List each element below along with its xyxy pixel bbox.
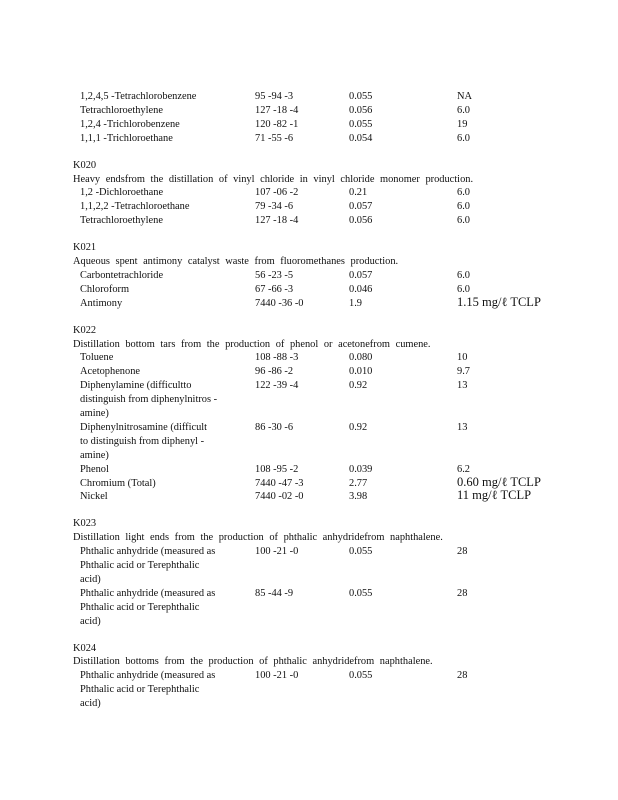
nonwastewater-value: 28 (457, 587, 468, 599)
section-code-line (0, 642, 618, 655)
section-code: K024 (73, 642, 97, 654)
wastewater-value: 0.055 (349, 670, 373, 682)
table-row (0, 407, 618, 420)
wastewater-value: 0.056 (349, 104, 373, 116)
cas-number: 95 -94 -3 (255, 91, 294, 102)
wastewater-value: 0.056 (349, 215, 373, 227)
table-row (0, 559, 618, 572)
section-code: K022 (73, 324, 97, 336)
constituent-name: Diphenylamine (difficultto (80, 380, 192, 392)
nonwastewater-value: 6.0 (457, 215, 470, 227)
constituent-name: amine) (80, 449, 109, 461)
constituent-name: Tetrachloroethylene (80, 104, 163, 116)
wastewater-value: 0.92 (349, 380, 368, 392)
nonwastewater-value: 28 (457, 670, 468, 682)
wastewater-value: 3.98 (349, 491, 368, 503)
constituent-name: acid) (80, 573, 101, 585)
wastewater-value: 1.9 (349, 297, 362, 309)
nonwastewater-value: 10 (457, 352, 468, 364)
table-row (0, 669, 618, 682)
cas-number: 100 -21 -0 (255, 670, 299, 682)
cas-number: 71 -55 -6 (255, 132, 294, 144)
nonwastewater-value: 6.0 (457, 132, 470, 144)
nonwastewater-value: 6.0 (457, 187, 470, 199)
table-row (0, 615, 618, 628)
wastewater-value: 0.080 (349, 352, 373, 364)
cas-number: 7440 -02 -0 (255, 491, 304, 503)
table-row (0, 269, 618, 282)
constituent-name: acid) (80, 615, 101, 627)
cas-number: 67 -66 -3 (255, 283, 294, 295)
cas-number: 7440 -36 -0 (255, 297, 304, 309)
cas-number: 108 -88 -3 (255, 352, 299, 364)
constituent-name: Nickel (80, 491, 108, 503)
cas-number: 86 -30 -6 (255, 421, 294, 433)
table-row (0, 379, 618, 392)
table-row (0, 449, 618, 462)
wastewater-value: 0.055 (349, 546, 373, 558)
table-row (0, 435, 618, 448)
constituent-name: to distinguish from diphenyl - (80, 435, 205, 447)
table-row (0, 421, 618, 434)
nonwastewater-value: 28 (457, 546, 468, 558)
wastewater-value: 0.21 (349, 187, 368, 199)
nonwastewater-value: 19 (457, 118, 468, 130)
wastewater-value: 0.055 (349, 91, 373, 102)
constituent-name: Toluene (80, 352, 114, 364)
table-row (0, 214, 618, 227)
table-row (0, 186, 618, 199)
section-code-line (0, 517, 618, 530)
constituent-name: 1,2 -Dichloroethane (80, 187, 164, 199)
wastewater-value: 2.77 (349, 477, 368, 489)
table-row (0, 283, 618, 296)
constituent-name: Phenol (80, 463, 109, 475)
section-description: Distillation bottom tars from the production of phenol or acetonefrom cumene. (73, 338, 431, 350)
constituent-name: Chloroform (80, 283, 130, 295)
cas-number: 127 -18 -4 (255, 104, 299, 116)
nonwastewater-value: 6.0 (457, 201, 470, 213)
constituent-name: 1,2,4,5 -Tetrachlorobenzene (80, 91, 197, 102)
cas-number: 79 -34 -6 (255, 201, 294, 213)
table-row (0, 545, 618, 558)
section-description-line (0, 173, 618, 186)
table-row (0, 294, 618, 310)
constituent-name: acid) (80, 698, 101, 710)
nonwastewater-value: 1.15 mg/ℓ TCLP (457, 294, 541, 309)
table-row (0, 365, 618, 378)
section-code-line (0, 324, 618, 337)
table-row (0, 587, 618, 600)
constituent-name: Acetophenone (80, 366, 141, 378)
section-description-line (0, 338, 618, 351)
section-description: Distillation light ends from the production of phthalic anhydridefrom naphthalene. (73, 532, 443, 544)
constituent-name: distinguish from diphenylnitros - (80, 394, 218, 406)
constituent-name: Phthalic acid or Terephthalic (80, 601, 200, 613)
wastewater-value: 0.92 (349, 421, 368, 433)
wastewater-value: 0.010 (349, 366, 373, 378)
table-row (0, 351, 618, 364)
wastewater-value: 0.039 (349, 463, 373, 475)
section-code-line (0, 241, 618, 254)
cas-number: 85 -44 -9 (255, 587, 294, 599)
wastewater-value: 0.055 (349, 118, 373, 130)
constituent-name: Tetrachloroethylene (80, 215, 163, 227)
wastewater-value: 0.055 (349, 587, 373, 599)
section-description-line (0, 531, 618, 544)
cas-number: 108 -95 -2 (255, 463, 299, 475)
table-row (0, 697, 618, 710)
table-row (0, 200, 618, 213)
nonwastewater-value: 6.0 (457, 283, 470, 295)
table-row (0, 393, 618, 406)
nonwastewater-value: 6.0 (457, 104, 470, 116)
constituent-name: Phthalic anhydride (measured as (80, 587, 216, 599)
cas-number: 100 -21 -0 (255, 546, 299, 558)
constituent-name: Phthalic acid or Terephthalic (80, 560, 200, 571)
nonwastewater-value: 13 (457, 421, 468, 433)
section-code: K021 (73, 242, 97, 254)
constituent-name: Diphenylnitrosamine (difficult (80, 421, 208, 433)
constituent-name: Phthalic acid or Terephthalic (80, 684, 200, 696)
section-description-line (0, 255, 618, 268)
table-row (0, 490, 618, 503)
cas-number: 7440 -47 -3 (255, 477, 304, 489)
nonwastewater-value: 9.7 (457, 366, 470, 378)
nonwastewater-value: 6.0 (457, 269, 470, 281)
section-description-line (0, 655, 618, 668)
constituent-name: Phthalic anhydride (measured as (80, 546, 216, 558)
table-row (0, 104, 618, 117)
constituent-name: Carbontetrachloride (80, 269, 164, 281)
cas-number: 107 -06 -2 (255, 187, 299, 199)
constituent-name: Chromium (Total) (80, 477, 156, 489)
table-row (0, 118, 618, 131)
table-row (0, 573, 618, 586)
nonwastewater-value: 11 mg/ℓ TCLP (457, 488, 532, 503)
wastewater-value: 0.054 (349, 132, 373, 144)
constituent-name: 1,1,1 -Trichloroethane (80, 132, 173, 144)
constituent-name: 1,1,2,2 -Tetrachloroethane (80, 201, 190, 213)
cas-number: 120 -82 -1 (255, 118, 299, 130)
section-code: K020 (73, 159, 97, 171)
table-row (0, 132, 618, 145)
table-row (0, 683, 618, 696)
wastewater-value: 0.057 (349, 269, 373, 281)
wastewater-value: 0.046 (349, 283, 373, 295)
cas-number: 96 -86 -2 (255, 366, 294, 378)
section-code: K023 (73, 518, 97, 530)
cas-number: 122 -39 -4 (255, 380, 299, 392)
section-description: Aqueous spent antimony catalyst waste from fluoromethanes production. (73, 256, 399, 267)
cas-number: 56 -23 -5 (255, 269, 294, 281)
cas-number: 127 -18 -4 (255, 215, 299, 227)
constituent-name: Antimony (80, 297, 123, 309)
table-row (0, 601, 618, 614)
constituent-name: Phthalic anhydride (measured as (80, 670, 216, 682)
nonwastewater-value: 6.2 (457, 463, 470, 475)
wastewater-value: 0.057 (349, 201, 373, 213)
table-row (0, 463, 618, 476)
nonwastewater-value: 0.60 mg/ℓ TCLP (457, 474, 541, 489)
section-code-line (0, 159, 618, 172)
section-description: Heavy endsfrom the distillation of vinyl chloride in vinyl chloride monomer production. (73, 173, 474, 185)
table-row (0, 90, 618, 103)
constituent-name: 1,2,4 -Trichlorobenzene (80, 118, 180, 130)
section-description: Distillation bottoms from the production of phthalic anhydridefrom naphthalene. (73, 656, 433, 668)
constituent-name: amine) (80, 408, 109, 419)
nonwastewater-value: NA (457, 91, 473, 102)
nonwastewater-value: 13 (457, 380, 468, 392)
